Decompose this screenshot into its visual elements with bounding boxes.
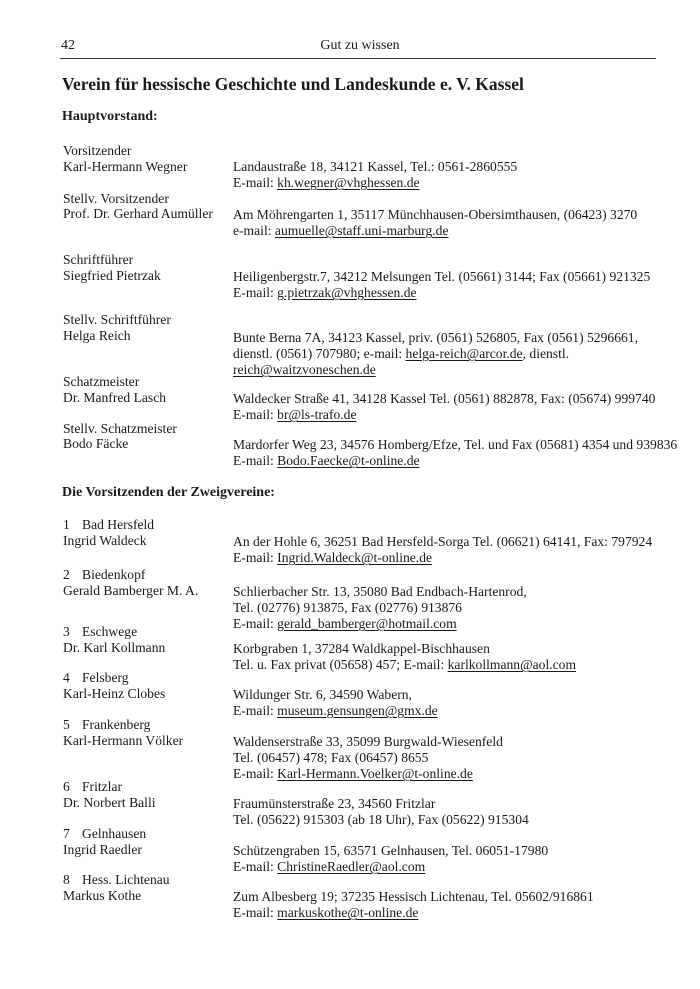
branch-chair-name: Karl-Heinz Clobes — [63, 686, 166, 701]
email-link[interactable]: reich@waitzvoneschen.de — [233, 362, 376, 377]
email-link[interactable]: aumuelle@staff.uni-marburg.de — [274, 223, 449, 238]
member-address: Am Möhrengarten 1, 35117 Münchhausen-Obersimthausen, (06423) 3270 — [233, 207, 638, 222]
member-role: Stellv. Vorsitzender — [63, 191, 169, 206]
member-address: Mardorfer Weg 23, 34576 Homberg/Efze, Tel. und Fax (05681) 4354 und 939836 — [233, 437, 678, 452]
email-label: E-mail: — [233, 703, 278, 718]
branch-email-line — [233, 703, 438, 719]
email-link[interactable]: karlkollmann@aol.com — [447, 657, 577, 672]
member-name: Prof. Dr. Gerhard Aumüller — [63, 206, 213, 221]
email-link[interactable]: markuskothe@t-online.de — [277, 905, 419, 920]
branch-number: 5 — [63, 717, 70, 732]
email-label: E-mail: — [233, 407, 278, 422]
contact-text: dienstl. (0561) 707980; e-mail: — [233, 346, 406, 361]
branch-phone: Tel. (06457) 478; Fax (06457) 8655 — [233, 750, 429, 765]
email-label: E-mail: — [233, 905, 278, 920]
branch-place-name: Gelnhausen — [82, 826, 147, 841]
member-role: Vorsitzender — [63, 143, 132, 158]
page-number: 42 — [61, 38, 75, 53]
branch-place-name: Eschwege — [82, 624, 138, 639]
branch-phone: Tel. (02776) 913875, Fax (02776) 913876 — [233, 600, 462, 615]
branch-place — [63, 567, 145, 583]
email-link[interactable]: museum.gensungen@gmx.de — [277, 703, 438, 718]
branch-address: Schlierbacher Str. 13, 35080 Bad Endbach-Hartenrod, — [233, 584, 527, 599]
member-role: Schatzmeister — [63, 374, 140, 389]
branch-number: 3 — [63, 624, 70, 639]
branch-place — [63, 670, 129, 686]
running-title: Gut zu wissen — [320, 38, 400, 53]
branch-number: 8 — [63, 872, 70, 887]
branch-chair-name: Dr. Norbert Balli — [63, 795, 156, 810]
branch-place-name: Hess. Lichtenau — [82, 872, 170, 887]
email-link[interactable]: Ingrid.Waldeck@t-online.de — [277, 550, 433, 565]
email-link[interactable]: br@ls-trafo.de — [277, 407, 357, 422]
email-label: e-mail: — [233, 223, 275, 238]
page-title: Verein für hessische Geschichte und Landeskunde e. V. Kassel — [62, 74, 524, 94]
email-label: E-mail: — [233, 175, 278, 190]
branch-place — [63, 872, 170, 888]
email-label: E-mail: — [233, 616, 278, 631]
branch-place — [63, 717, 150, 733]
email-link[interactable]: g.pietrzak@vhghessen.de — [277, 285, 417, 300]
branch-address: Schützengraben 15, 63571 Gelnhausen, Tel. 06051-17980 — [233, 843, 549, 858]
branch-email-line — [233, 657, 576, 673]
email-link[interactable]: gerald_bamberger@hotmail.com — [277, 616, 457, 631]
branch-chair-name: Dr. Karl Kollmann — [63, 640, 166, 655]
branch-email-line — [233, 616, 457, 632]
branch-address: Korbgraben 1, 37284 Waldkappel-Bischhausen — [233, 641, 490, 656]
member-name: Helga Reich — [63, 328, 131, 343]
branch-number: 1 — [63, 517, 70, 532]
branch-email-line — [233, 859, 425, 875]
member-name: Bodo Fäcke — [63, 436, 129, 451]
member-address: Waldecker Straße 41, 34128 Kassel Tel. (0561) 882878, Fax: (05674) 999740 — [233, 391, 656, 406]
branch-address: Zum Albesberg 19; 37235 Hessisch Lichtenau, Tel. 05602/916861 — [233, 889, 594, 904]
branch-number: 7 — [63, 826, 70, 841]
branch-place — [63, 826, 146, 842]
branch-place — [63, 779, 122, 795]
email-label: E-mail: — [233, 453, 278, 468]
member-email-line — [233, 407, 357, 423]
branch-address: Wildunger Str. 6, 34590 Wabern, — [233, 687, 412, 702]
branch-email-line — [233, 905, 418, 921]
member-email-line — [233, 285, 417, 301]
member-address: Heiligenbergstr.7, 34212 Melsungen Tel. (05661) 3144; Fax (05661) 921325 — [233, 269, 651, 284]
member-name: Dr. Manfred Lasch — [63, 390, 167, 405]
branch-address: Fraumünsterstraße 23, 34560 Fritzlar — [233, 796, 436, 811]
member-role: Stellv. Schriftführer — [63, 312, 171, 327]
member-email-line — [233, 175, 420, 191]
member-name: Siegfried Pietrzak — [63, 268, 161, 283]
member-contact-line — [233, 346, 569, 362]
branch-place-name: Felsberg — [82, 670, 129, 685]
member-address: Landaustraße 18, 34121 Kassel, Tel.: 0561-2860555 — [233, 159, 518, 174]
email-label: E-mail: — [233, 550, 278, 565]
branch-address: Waldenserstraße 33, 35099 Burgwald-Wiesenfeld — [233, 734, 503, 749]
email-label: E-mail: — [233, 285, 278, 300]
member-address: Bunte Berna 7A, 34123 Kassel, priv. (0561) 526805, Fax (0561) 5296661, — [233, 330, 638, 345]
section-heading-hauptvorstand: Hauptvorstand: — [62, 109, 158, 124]
member-role: Schriftführer — [63, 252, 134, 267]
branch-place-name: Biedenkopf — [82, 567, 146, 582]
email-label: Tel. u. Fax privat (05658) 457; E-mail: — [233, 657, 448, 672]
member-email-line — [233, 223, 449, 239]
branch-chair-name: Karl-Hermann Völker — [63, 733, 184, 748]
branch-place-name: Frankenberg — [82, 717, 151, 732]
member-email-line — [233, 362, 376, 378]
branch-phone: Tel. (05622) 915303 (ab 18 Uhr), Fax (05622) 915304 — [233, 812, 529, 827]
branch-chair-name: Gerald Bamberger M. A. — [63, 583, 199, 598]
branch-place-name: Bad Hersfeld — [82, 517, 155, 532]
member-name: Karl-Hermann Wegner — [63, 159, 188, 174]
contact-text: , dienstl. — [522, 346, 570, 361]
email-link[interactable]: ChristineRaedler@aol.com — [277, 859, 426, 874]
email-label: E-mail: — [233, 859, 278, 874]
section-heading-zweigvereine: Die Vorsitzenden der Zweigvereine: — [62, 485, 275, 500]
branch-place — [63, 624, 137, 640]
email-label: E-mail: — [233, 766, 278, 781]
branch-number: 4 — [63, 670, 70, 685]
branch-chair-name: Ingrid Raedler — [63, 842, 142, 857]
branch-email-line — [233, 550, 432, 566]
branch-chair-name: Ingrid Waldeck — [63, 533, 147, 548]
email-link[interactable]: helga-reich@arcor.de — [405, 346, 523, 361]
branch-address: An der Hohle 6, 36251 Bad Hersfeld-Sorga Tel. (06621) 64141, Fax: 797924 — [233, 534, 653, 549]
branch-place-name: Fritzlar — [82, 779, 123, 794]
email-link[interactable]: Karl-Hermann.Voelker@t-online.de — [277, 766, 473, 781]
email-link[interactable]: Bodo.Faecke@t-online.de — [277, 453, 420, 468]
branch-email-line — [233, 766, 473, 782]
header-rule — [60, 58, 656, 59]
branch-chair-name: Markus Kothe — [63, 888, 142, 903]
member-role: Stellv. Schatzmeister — [63, 421, 177, 436]
member-email-line — [233, 453, 420, 469]
email-link[interactable]: kh.wegner@vhghessen.de — [277, 175, 420, 190]
branch-number: 6 — [63, 779, 70, 794]
branch-place — [63, 517, 154, 533]
branch-number: 2 — [63, 567, 70, 582]
